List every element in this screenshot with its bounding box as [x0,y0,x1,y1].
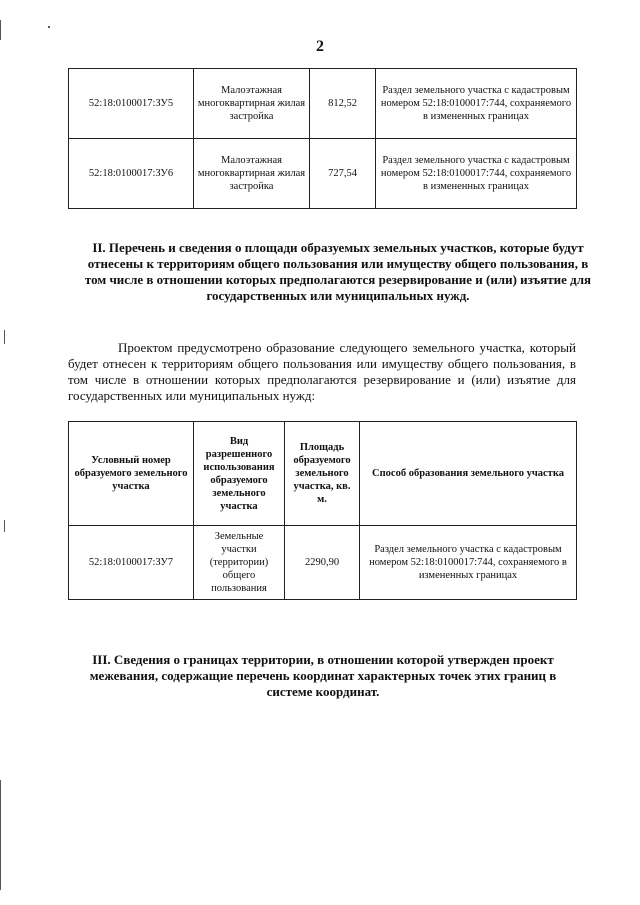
table-header-row [69,422,577,526]
parcel-code-cell: 52:18:0100017:ЗУ6 [69,139,194,209]
scan-mark [0,780,1,890]
page-number: 2 [316,38,324,55]
table-row [69,69,577,139]
scan-mark [48,26,50,28]
column-header-method: Способ образования земельного участка [360,422,577,526]
section-heading-3: III. Сведения о границах территории, в отношении которой утвержден проект межевания, содержащие перечень координат характерных точек этих границ в системе координат. [89,652,557,699]
formation-method-cell: Раздел земельного участка с кадастровым номером 52:18:0100017:744, сохраняемого в измененных границах [360,526,577,600]
table-row [69,139,577,209]
parcel-code-cell: 52:18:0100017:ЗУ5 [69,69,194,139]
formation-method-cell: Раздел земельного участка с кадастровым номером 52:18:0100017:744, сохраняемого в измененных границах [376,139,577,209]
area-cell: 812,52 [310,69,376,139]
public-parcels-table [68,421,577,600]
column-header-use: Вид разрешенного использования образуемого земельного участка [194,422,285,526]
body-paragraph: Проектом предусмотрено образование следующего земельного участка, который будет отнесен к территориям общего пользования или имуществу общего пользования, в том числе в отношении которых предполагаются резервирование и (или) изъятие для государственных или муниципальных нужд: [68,340,576,403]
permitted-use-cell: Малоэтажная многоквартирная жилая застройка [194,69,310,139]
formation-method-cell: Раздел земельного участка с кадастровым номером 52:18:0100017:744, сохраняемого в измененных границах [376,69,577,139]
section-heading-2: II. Перечень и сведения о площади образуемых земельных участков, которые будут отнесены к территориям общего пользования или имуществу общего пользования, в том числе в отношении которых предполагаются резервирование и (или) изъятие для государственных или муниципальных нужд. [84,240,592,303]
parcels-table-continued [68,68,577,209]
table-row [69,526,577,600]
permitted-use-cell: Земельные участки (территории) общего пользования [194,526,285,600]
column-header-area: Площадь образуемого земельного участка, кв. м. [285,422,360,526]
area-cell: 2290,90 [285,526,360,600]
scan-mark [4,520,5,532]
scan-mark [4,330,5,344]
column-header-code: Условный номер образуемого земельного участка [69,422,194,526]
parcel-code-cell: 52:18:0100017:ЗУ7 [69,526,194,600]
area-cell: 727,54 [310,139,376,209]
scan-mark [0,20,1,40]
permitted-use-cell: Малоэтажная многоквартирная жилая застройка [194,139,310,209]
